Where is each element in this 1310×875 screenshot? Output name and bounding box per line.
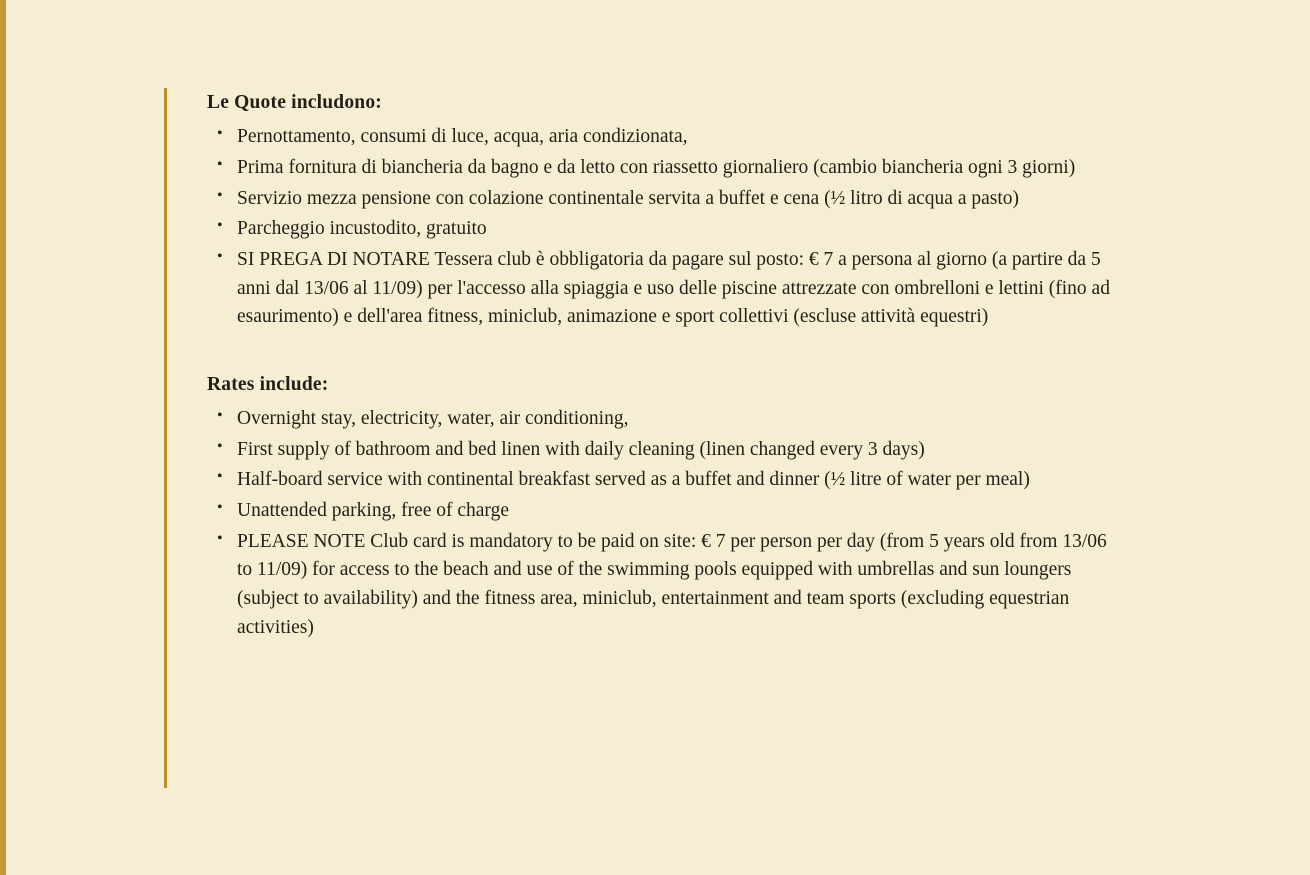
inclusions-list-italian <box>207 123 1124 332</box>
list-item: • Parcheggio incustodito, gratuito <box>207 215 1124 244</box>
content-block-with-rule <box>164 88 1124 788</box>
list-item: • PLEASE NOTE Club card is mandatory to be paid on site: € 7 per person per day (from 5 years old from 13/06 to 11/09) for access to the beach and use of the swimming pools equipped with umbrellas and sun loungers (subject to availability) and the fitness area, miniclub, entertainment and team sports (excluding equestrian activities) <box>207 528 1124 643</box>
list-item: • Unattended parking, free of charge <box>207 497 1124 526</box>
list-item: • Pernottamento, consumi di luce, acqua, aria condizionata, <box>207 123 1124 152</box>
left-edge-accent-bar <box>0 0 6 875</box>
section-heading-english: Rates include: <box>207 373 329 395</box>
list-item: • Half-board service with continental breakfast served as a buffet and dinner (½ litre of water per meal) <box>207 466 1124 495</box>
section-heading-italian: Le Quote includono: <box>207 92 382 113</box>
section-spacer <box>207 358 1124 370</box>
list-item: • Prima fornitura di biancheria da bagno e da letto con riassetto giornaliero (cambio biancheria ogni 3 giorni) <box>207 154 1124 183</box>
inclusions-list-english <box>207 405 1124 642</box>
section-english <box>207 370 1124 643</box>
list-item: • SI PREGA DI NOTARE Tessera club è obbligatoria da pagare sul posto: € 7 a persona al giorno (a partire da 5 anni dal 13/06 al 11/09) per l'accesso alla spiaggia e uso delle piscine attrezzate con ombrelloni e lettini (fino ad esaurimento) e dell'area fitness, miniclub, animazione e sport collettivi (escluse attività equestri) <box>207 246 1124 332</box>
list-item: • Servizio mezza pensione con colazione continentale servita a buffet e cena (½ litro di acqua a pasto) <box>207 185 1124 214</box>
list-item: • Overnight stay, electricity, water, air conditioning, <box>207 405 1124 434</box>
section-italian <box>207 88 1124 332</box>
list-item: • First supply of bathroom and bed linen with daily cleaning (linen changed every 3 days) <box>207 436 1124 465</box>
